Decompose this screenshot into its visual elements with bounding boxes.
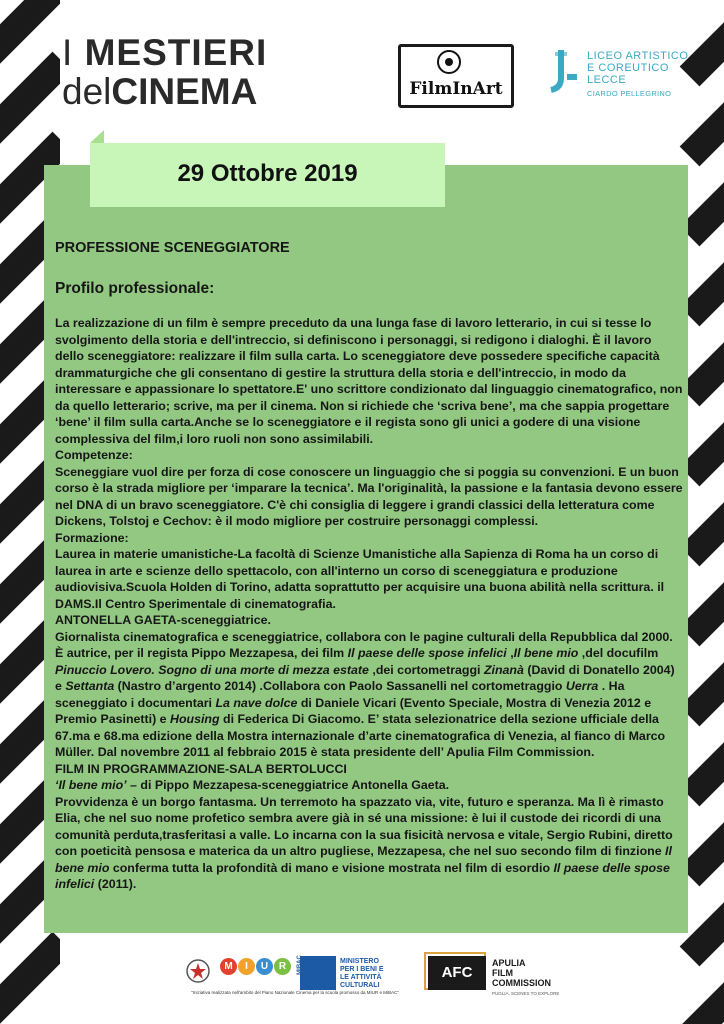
miur-logo (220, 956, 298, 986)
film-italic-1: Il bene mio (55, 844, 672, 875)
liceo-line-2: E COREUTICO (587, 62, 669, 74)
afc-text (492, 958, 559, 999)
antonella-paragraph (55, 629, 683, 761)
title-1-bold: MESTIERI (84, 32, 268, 73)
mibac-vertical: MIBAC (296, 955, 303, 975)
miur-letter: U (256, 958, 273, 975)
film-label: FILM IN PROGRAMMAZIONE-SALA BERTOLUCCI (55, 761, 347, 776)
miur-letter: R (274, 958, 291, 975)
film-text-1: Provvidenza è un borgo fantasma. Un terremoto ha spazzato via, vite, futuro e speranza. Ma lì è rimasto Elia, che nel suo nome profetico sembra avere già in sé una missione: è lui il custode dei ricordi di una comunità perduta,trasferitasi a valle. Lo incarna con la sua fisicità nervosa e vitale, Sergio Rubini, diretto con poeticità pensosa e materica da un altro pugliese, Mezzapesa, che nel suo secondo film di finzione (55, 794, 673, 858)
section-subheading: Profilo professionale: (55, 279, 215, 297)
page-title (62, 34, 267, 110)
antonella-film-1: Il paese delle spose infelici (347, 646, 507, 660)
liceo-line-3: LECCE (587, 74, 627, 86)
antonella-film-3: Pinuccio Lovero. Sogno di una morte di mezza estate (55, 662, 369, 677)
section-heading: PROFESSIONE SCENEGGIATORE (55, 240, 290, 256)
competenze-paragraph: Sceneggiare vuol dire per forza di cose conoscere un linguaggio che si poggia su convenzioni. E un buon corso è la strada migliore per ‘imparare la tecnica’. Ma l'originalità, la passione e la fantasia devono essere nel DNA di un bravo sceneggiatore. C'è chi consiglia di leggere i grandi classici della letteratura come Dickens, Tolstoj e Cechov: è il modo migliore per costruire personaggi complessi. (55, 464, 683, 528)
liceo-line-4: CIARDO PELLEGRINO (587, 89, 672, 98)
title-2-thin: del (62, 71, 112, 112)
title-1-thin: I (62, 32, 74, 73)
footer-note: "Iniziativa realizzata nell'ambito del Piano Nazionale Cinema per la scuola promosso da MIUR e MiBAC" (191, 990, 399, 995)
mibac-line-4: CULTURALI (340, 982, 380, 989)
antonella-film-2: Il bene mio (513, 646, 579, 660)
mibac-line-3: LE ATTIVITÀ (340, 974, 382, 981)
antonella-text-6: (Nastro d’argento 2014) .Collabora con Paolo Sassanelli nel cortometraggio (114, 679, 566, 693)
event-date: 29 Ottobre 2019 (177, 160, 358, 187)
liceo-mark-icon (545, 48, 579, 94)
intro-paragraph: La realizzazione di un film è sempre preceduto da una lunga fase di lavoro letterario, in cui si tesse lo svolgimento della storia e dell'intreccio, si definiscono i personaggi, si redigono i dialoghi. È il lavoro dello sceneggiatore: realizzare il film sulla carta. Lo sceneggiatore deve possedere specifiche capacità drammaturgiche che gli consentano di gestire la struttura della storia e dell'intreccio, in modo da interessare e appassionare lo spettatore.E' uno scrittore condizionato dal linguaggio cinematografico, non da quello letterario; scrive, ma per il cinema. Non si richiede che ‘scriva bene’, ma che sappia progettare ‘bene’ il film sulla carta.Anche se lo sceneggiatore e il regista sono gli unici a godere di una visione complessiva del film,i loro ruoli non sono assimilabili. (55, 316, 683, 446)
film-credit: – di Pippo Mezzapesa-sceneggiatrice Antonella Gaeta. (126, 778, 450, 792)
film-italic-2: Il paese delle spose infelici (55, 860, 670, 891)
filminart-logo-text: FilmInArt (409, 79, 503, 99)
antonella-label: ANTONELLA GAETA-sceneggiatrice. (55, 613, 271, 627)
competenze-label: Competenze: (55, 448, 133, 462)
film-credit-line (55, 777, 683, 794)
afc-mark: AFC (428, 956, 486, 990)
content-body (55, 240, 683, 893)
afc-tagline: PUGLIA, SCENES TO EXPLORE (492, 991, 560, 996)
antonella-text-4: ,dei cortometraggi (368, 662, 484, 677)
afc-line-2: FILM (492, 968, 513, 978)
liceo-logo (545, 46, 695, 100)
italian-republic-emblem-icon (185, 958, 211, 986)
film-synopsis (55, 794, 683, 893)
antonella-film-5: Settanta (65, 679, 115, 693)
afc-line-3: COMMISSION (492, 978, 552, 988)
title-line-2 (62, 73, 267, 110)
title-line-1 (62, 34, 267, 71)
date-banner (90, 143, 445, 207)
antonella-film-7: La nave dolce (215, 695, 298, 710)
afc-line-1: APULIA (492, 958, 526, 968)
content-panel (44, 165, 688, 933)
apulia-film-commission-logo (428, 954, 568, 994)
antonella-text-2: , (506, 646, 514, 660)
banner-fold (90, 130, 104, 143)
miur-letter: I (238, 958, 255, 975)
antonella-text-7: . Ha sceneggiato i documentari (55, 679, 625, 710)
mibac-logo (296, 955, 400, 994)
liceo-line-1: LICEO ARTISTICO (587, 50, 689, 62)
antonella-film-4: Zinanà (483, 662, 524, 677)
film-title: ‘Il bene mio’ (55, 778, 127, 792)
film-reel-icon (437, 50, 461, 74)
title-2-bold: CINEMA (111, 71, 258, 112)
footer-logos (0, 950, 724, 1024)
film-text-2: conferma tutta la profondità di mano e visione mostrata nel film di esordio (109, 860, 554, 875)
film-text-3: (2011). (94, 877, 137, 891)
mibac-text (340, 958, 384, 990)
mibac-line-1: MINISTERO (340, 958, 379, 965)
formazione-paragraph: Laurea in materie umanistiche-La facoltà di Scienze Umanistiche alla Sapienza di Roma ha un corso di laurea in arte e scienze dello spettacolo, con all'interno un corso di sceneggiatura e produzione audiovisiva.Scuola Holden di Torino, adatta soprattutto per acquisire una buona abilità nella scrittura. il DAMS.Il Centro Sperimentale di cinematografia. (55, 547, 665, 611)
antonella-text-5: (David di Donatello 2004) e (55, 662, 675, 693)
miur-letter: M (220, 958, 237, 975)
antonella-film-6: Uerra (565, 679, 599, 693)
antonella-film-8: Housing (170, 712, 220, 726)
antonella-text-8: di Daniele Vicari (Evento Speciale, Mostra di Venezia 2012 e Premio Pasinetti) e (55, 695, 652, 726)
mibac-mark (300, 956, 336, 990)
liceo-text (587, 50, 688, 100)
filminart-logo (398, 44, 514, 108)
antonella-text-3: ,del docufilm (578, 646, 659, 660)
mibac-line-2: PER I BENI E (340, 966, 384, 973)
antonella-text-1: Giornalista cinematografica e sceneggiatrice, collabora con le pagine culturali della Repubblica dal 2000. È autrice, per il regista Pippo Mezzapesa, dei film (55, 629, 673, 660)
formazione-label: Formazione: (55, 530, 129, 545)
antonella-text-9: di Federica Di Giacomo. E’ stata selezionatrice della sezione ufficiale della 67.ma e 68.ma edizione della Mostra internazionale d’arte cinematografica di Venezia, al fianco di Marco Müller. Dal novembre 2011 al febbraio 2015 è stata presidente dell’ Apulia Film Commission. (55, 712, 666, 759)
